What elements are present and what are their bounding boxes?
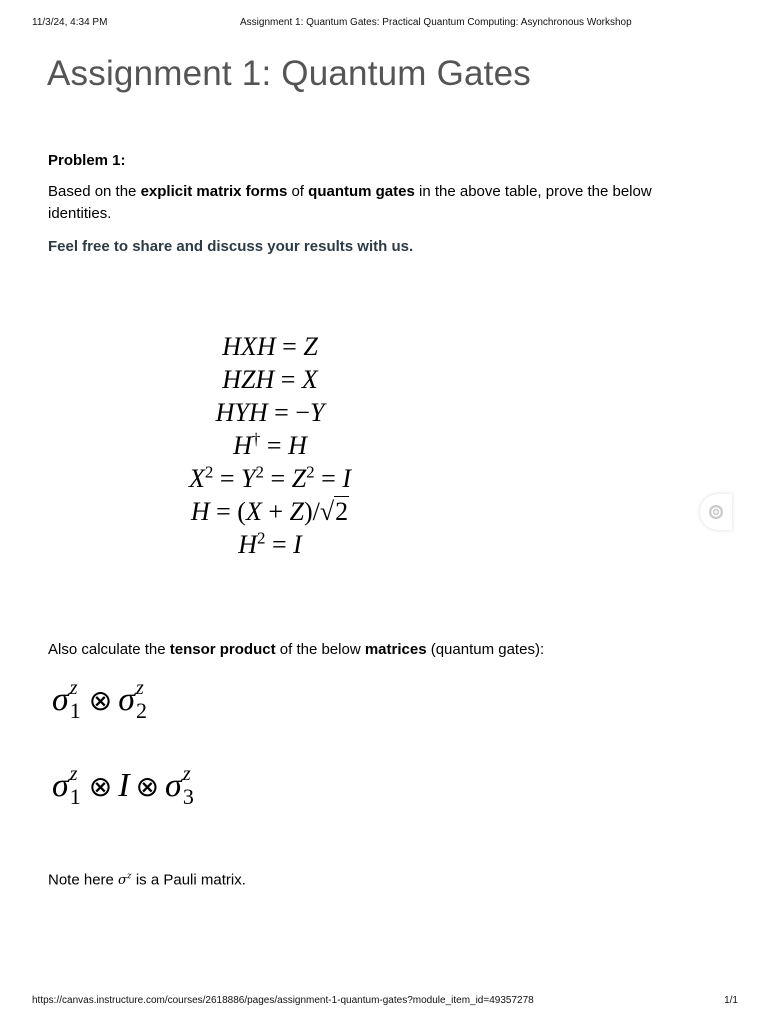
print-url: https://canvas.instructure.com/courses/2618886/pages/assignment-1-quantum-gates?module_item_id=49357278	[32, 995, 534, 1006]
tensor-text-1: Also calculate the	[48, 641, 170, 658]
intro-bold-1: explicit matrix forms	[140, 183, 288, 200]
print-date: 11/3/24, 4:34 PM	[32, 17, 108, 28]
identity-hzh: HZH = X	[222, 365, 318, 394]
identity-hadamard-sum: H = (X + Z)/√2	[190, 497, 349, 526]
share-text: Feel free to share and discuss your results with us.	[48, 238, 414, 255]
identities-block	[140, 330, 400, 561]
page-title: Assignment 1: Quantum Gates	[47, 54, 531, 93]
tensor-bold-2: matrices	[364, 641, 427, 658]
print-doc-title: Assignment 1: Quantum Gates: Practical Quantum Computing: Asynchronous Workshop	[240, 17, 632, 28]
note-math: $\sigma^z$	[118, 872, 132, 889]
tensor-product-2: σ z 1 ⊗ I ⊗ σ z 3	[52, 763, 194, 810]
tensor-product-1: σ z 1 ⊗ σ z 2	[52, 677, 148, 724]
tensor-text-2: of the below	[275, 641, 365, 658]
identity-pauli-squares: $X^2 = Y^2 = Z^2 = I$	[188, 462, 351, 493]
tensor-text-3: (quantum gates):	[426, 641, 545, 658]
identity-hxh: HXH = Z	[222, 332, 318, 361]
problem-label: Problem 1:	[48, 152, 126, 169]
tensor-bold-1: tensor product	[169, 641, 276, 658]
accessibility-icon	[709, 505, 723, 519]
accessibility-widget[interactable]	[700, 494, 732, 530]
print-page-count: 1/1	[724, 995, 738, 1006]
intro-bold-2: quantum gates	[308, 183, 415, 200]
identity-hdagger: H† = H	[233, 429, 307, 460]
note-text-1: Note here	[48, 871, 119, 889]
print-header	[0, 17, 768, 31]
identity-hyh: HYH = −Y	[215, 398, 325, 427]
note-text-2: is a Pauli matrix.	[135, 871, 246, 889]
print-footer	[0, 995, 768, 1009]
tensor-intro-paragraph	[48, 639, 688, 661]
intro-paragraph	[48, 181, 688, 225]
note-paragraph	[48, 866, 688, 892]
identity-h-squared: $H^2 = I$	[238, 528, 302, 559]
intro-text-2: of	[287, 183, 309, 200]
intro-text-3: in the above table, prove the below identities.	[48, 183, 652, 222]
intro-text-1: Based on the	[48, 183, 141, 200]
